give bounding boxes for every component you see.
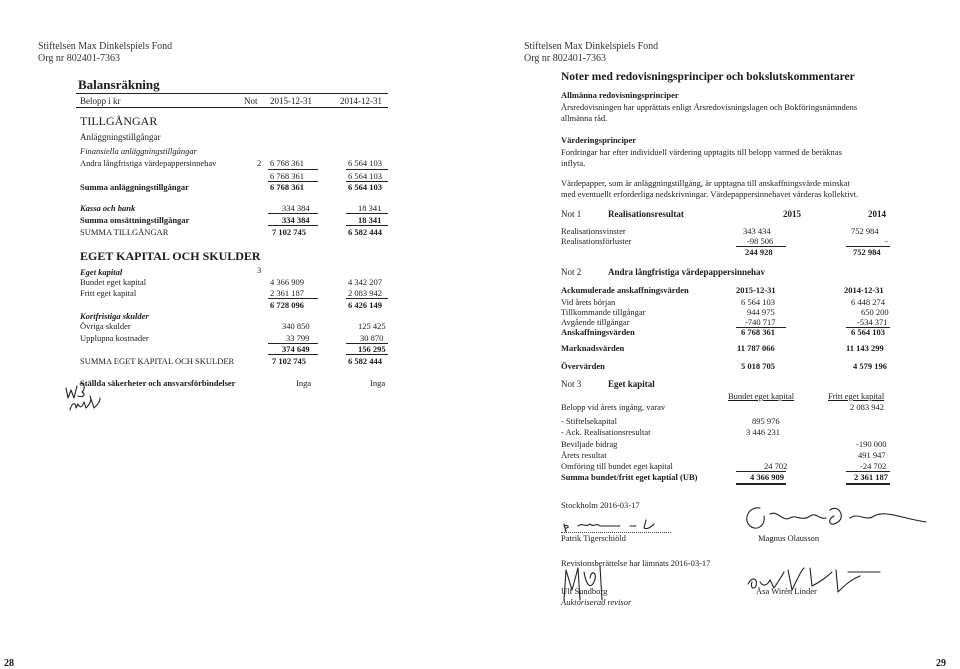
- value-2014: 6 426 149: [348, 300, 382, 310]
- page-number: 29: [936, 658, 946, 669]
- paragraph-line: allmänna råd.: [561, 113, 608, 123]
- col-header-fritt: Fritt eget kapital: [828, 391, 885, 401]
- row-label: Omföring till bundet eget kapital: [561, 461, 673, 471]
- sum-line: [346, 298, 388, 299]
- sum-line: [268, 298, 318, 299]
- value-fritt: -24 702: [860, 461, 887, 471]
- value-2014: 2 083 942: [348, 288, 382, 298]
- subsection-heading: Värderingsprinciper: [561, 135, 637, 145]
- value-2014: 156 295: [358, 344, 386, 354]
- section-heading: TILLGÅNGAR: [80, 114, 158, 128]
- value-2014: 30 870: [360, 333, 384, 343]
- value-2015: 4 366 909: [270, 277, 304, 287]
- col-header-not: Not: [244, 96, 258, 106]
- note-label: Not 2: [561, 267, 582, 277]
- col-header-label: Belopp i kr: [80, 96, 121, 106]
- row-label: Tillkommande tillgångar: [561, 307, 646, 317]
- note-ref: 3: [257, 265, 262, 275]
- value-2015: 6 728 096: [270, 300, 304, 310]
- row-label: SUMMA EGET KAPITAL OCH SKULDER: [80, 356, 235, 366]
- value-2015: 6 768 361: [270, 182, 304, 192]
- value-2014: 4 579 196: [853, 361, 887, 371]
- row-label: Upplupna kostnader: [80, 333, 149, 343]
- value-2014: -: [885, 236, 888, 246]
- value-2015: 7 102 745: [272, 356, 306, 366]
- row-label: Eget kapital: [80, 267, 123, 277]
- value-bundet: 4 366 909: [750, 472, 784, 482]
- value-bundet: 895 976: [752, 416, 780, 426]
- value-2015: 6 768 361: [270, 171, 304, 181]
- org-name: Stiftelsen Max Dinkelspiels Fond: [38, 41, 173, 52]
- page-title: Balansräkning: [78, 77, 160, 92]
- row-label: Årets resultat: [561, 450, 607, 460]
- col-header-2015: 2015-12-31: [736, 285, 776, 295]
- row-label: Bundet eget kapital: [80, 277, 147, 287]
- sum-line: [346, 213, 388, 214]
- value-2015: 7 102 745: [272, 227, 306, 237]
- note-title: Realisationsresultat: [608, 209, 684, 219]
- value-2015: 340 850: [282, 321, 310, 331]
- sum-line: [268, 169, 318, 170]
- value-2014: 650 200: [861, 307, 889, 317]
- section-heading: EGET KAPITAL OCH SKULDER: [80, 249, 261, 263]
- subsection-heading: Finansiella anläggningstillgångar: [80, 146, 197, 156]
- col-header-2014: 2014: [868, 209, 886, 219]
- sum-line: [268, 213, 318, 214]
- row-label: Kortfristiga skulder: [80, 311, 149, 321]
- subsection-heading: Allmänna redovisningsprinciper: [561, 90, 679, 100]
- value-2015: 334 384: [282, 203, 310, 213]
- value-2014: 125 425: [358, 321, 386, 331]
- sum-line: [736, 483, 786, 485]
- value-2015: 343 434: [743, 226, 771, 236]
- org-number: Org nr 802401-7363: [38, 53, 121, 64]
- value-2014: 6 564 103: [348, 182, 382, 192]
- paragraph-line: inflyta.: [561, 158, 586, 168]
- sum-line: [346, 169, 388, 170]
- value-2014: 6 582 444: [348, 356, 382, 366]
- row-label: Ackumulerade anskaffningsvärden: [561, 285, 689, 295]
- row-label: Realisationsvinster: [561, 226, 626, 236]
- row-label: Summa bundet/fritt eget kaptial (UB): [561, 472, 698, 482]
- value-2015: 6 564 103: [741, 297, 775, 307]
- value-2015: Inga: [296, 378, 312, 388]
- col-header-bundet: Bundet eget kapital: [728, 391, 795, 401]
- row-label: Övriga skulder: [80, 321, 131, 331]
- value-2015: 6 768 361: [270, 158, 304, 168]
- value-2015: 33 799: [286, 333, 310, 343]
- org-number: Org nr 802401-7363: [524, 53, 607, 64]
- note-title: Eget kapital: [608, 379, 655, 389]
- signer-name: Magnus Olausson: [758, 533, 820, 543]
- row-label: Belopp vid årets ingång, varav: [561, 402, 666, 412]
- row-label: Ställda säkerheter och ansvarsförbindelser: [80, 378, 236, 388]
- value-fritt: 491 947: [858, 450, 886, 460]
- col-header-2015: 2015-12-31: [270, 96, 312, 106]
- row-label: Anskaffningsvärden: [561, 327, 635, 337]
- sum-line: [346, 225, 388, 226]
- value-2015: 5 018 705: [741, 361, 775, 371]
- value-bundet: 3 446 231: [746, 427, 780, 437]
- right-page: [480, 0, 960, 668]
- revision-note: Revisionsberättelse har lämnats 2016-03-17: [561, 558, 711, 568]
- value-2014: 752 984: [851, 226, 879, 236]
- value-2015: 6 768 361: [741, 327, 775, 337]
- page-title: Noter med redovisningsprinciper och bokslutskommentarer: [561, 71, 855, 83]
- row-label: Beviljade bidrag: [561, 439, 618, 449]
- signer-name: Patrik Tigerschiöld: [561, 533, 626, 543]
- value-2014: 18 341: [358, 203, 382, 213]
- value-2015: 944 975: [747, 307, 775, 317]
- row-label: Realisationsförluster: [561, 236, 632, 246]
- note-label: Not 1: [561, 209, 582, 219]
- row-label: Kassa och bank: [80, 203, 136, 213]
- divider: [76, 93, 388, 94]
- col-header-2015: 2015: [783, 209, 801, 219]
- row-label: Fritt eget kapital: [80, 288, 137, 298]
- place-date: Stockholm 2016-03-17: [561, 500, 640, 510]
- value-2014: -534 371: [857, 317, 888, 327]
- value-2015: 2 361 187: [270, 288, 304, 298]
- paragraph-line: Årsredovisningen har upprättats enligt Årsredovisningslagen och Bokföringsnämndens: [561, 102, 858, 112]
- value-2015: 244 928: [745, 247, 773, 257]
- initials-signature: [60, 378, 110, 414]
- value-2015: 334 384: [282, 215, 310, 225]
- sum-line: [268, 354, 318, 355]
- row-label: SUMMA TILLGÅNGAR: [80, 227, 169, 237]
- sum-line: [268, 225, 318, 226]
- note-label: Not 3: [561, 379, 582, 389]
- value-fritt: 2 361 187: [854, 472, 888, 482]
- value-2014: 6 582 444: [348, 227, 382, 237]
- row-label: Vid årets början: [561, 297, 616, 307]
- value-2014: 18 341: [358, 215, 382, 225]
- value-2015: 11 787 066: [737, 343, 775, 353]
- divider: [76, 107, 388, 108]
- value-2015: -740 717: [745, 317, 776, 327]
- row-label: Övervärden: [561, 361, 605, 371]
- value-2014: 4 342 207: [348, 277, 382, 287]
- left-page: [0, 0, 480, 668]
- signer-name: Åsa Wirén Linder: [756, 586, 817, 596]
- value-bundet: 24 702: [764, 461, 788, 471]
- value-2014: 11 143 299: [846, 343, 884, 353]
- row-label: Summa anläggningstillgångar: [80, 182, 189, 192]
- row-label: Andra långfristiga värdepappersinnehav: [80, 158, 217, 168]
- value-2014: Inga: [370, 378, 386, 388]
- note-title: Andra långfristiga värdepappersinnehav: [608, 267, 766, 277]
- signer-name: Ulf Sundborg: [561, 586, 608, 596]
- subsection-heading: Anläggningstillgångar: [80, 132, 161, 142]
- value-2014: 6 564 103: [851, 327, 885, 337]
- page-number: 28: [4, 658, 14, 669]
- value-2014: 6 448 274: [851, 297, 885, 307]
- sum-line: [846, 483, 890, 485]
- paragraph-line: Fordringar har efter individuell värdering upptagits till belopp varmed de beräknas: [561, 147, 842, 157]
- value-2014: 752 984: [853, 247, 881, 257]
- paragraph-line: med eventuellt erforderliga nedskrivningar. Värdepappersinnehavet värderas kollektivt.: [561, 189, 859, 199]
- value-fritt: -190 000: [856, 439, 887, 449]
- row-label: - Ack. Realisationsresultat: [561, 427, 651, 437]
- row-label: - Stiftelsekapital: [561, 416, 617, 426]
- col-header-2014: 2014-12-31: [844, 285, 884, 295]
- signer-title: Auktoriserad revisor: [561, 597, 632, 607]
- row-label: Summa omsättningstillgångar: [80, 215, 190, 225]
- value-fritt: 2 083 942: [850, 402, 884, 412]
- org-name: Stiftelsen Max Dinkelspiels Fond: [524, 41, 659, 52]
- col-header-2014: 2014-12-31: [340, 96, 382, 106]
- paragraph-line: Värdepapper, som är anläggningstillgång, är upptagna till anskaffningsvärde minskat: [561, 178, 850, 188]
- row-label: Marknadsvärden: [561, 343, 625, 353]
- value-2014: 6 564 103: [348, 158, 382, 168]
- sum-line: [346, 354, 388, 355]
- row-label: Avgående tillgångar: [561, 317, 630, 327]
- note-ref: 2: [257, 158, 262, 168]
- value-2014: 6 564 103: [348, 171, 382, 181]
- value-2015: -98 506: [747, 236, 774, 246]
- value-2015: 374 649: [282, 344, 310, 354]
